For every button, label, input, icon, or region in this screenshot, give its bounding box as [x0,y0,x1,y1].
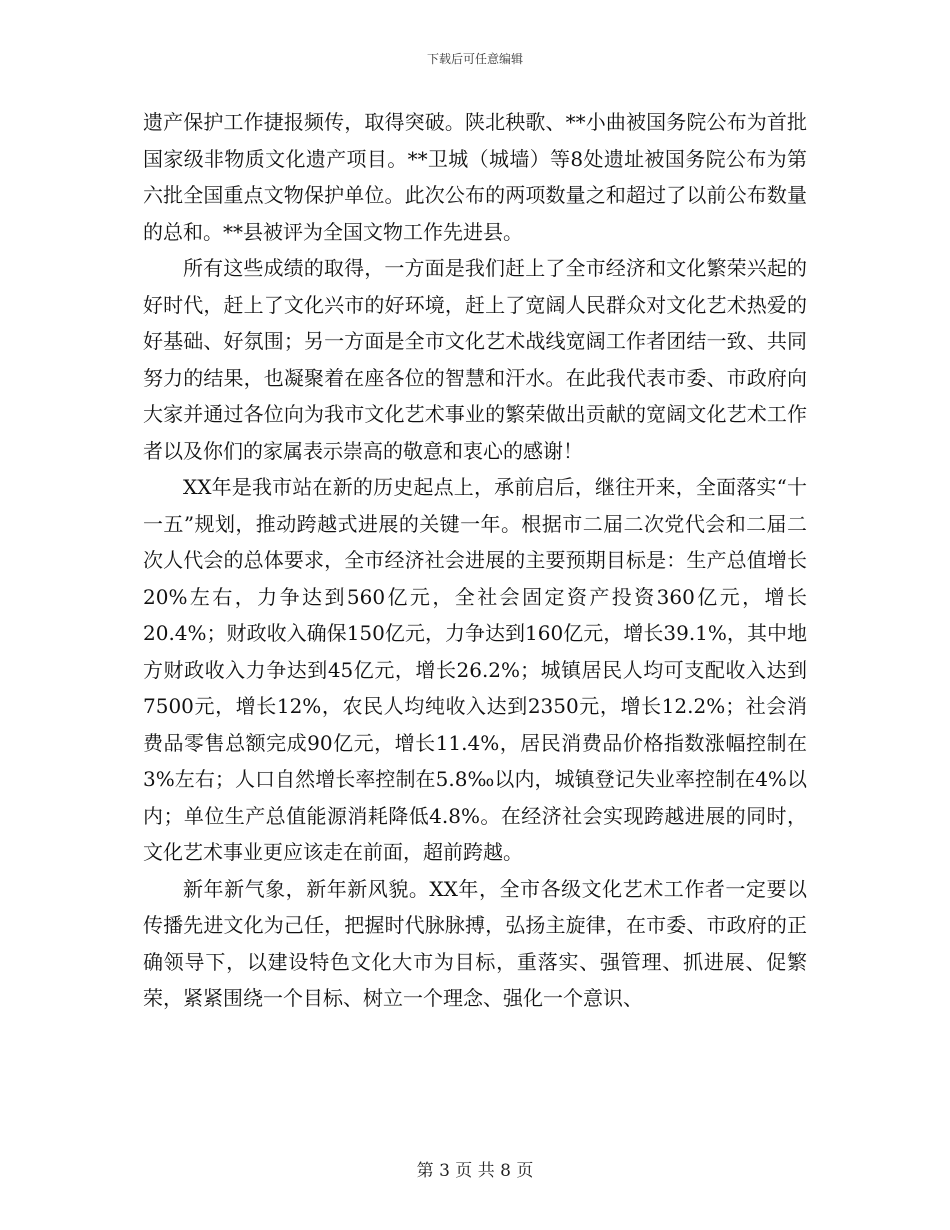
paragraph-new-year: 新年新气象，新年新风貌。XX年，全市各级文化艺术工作者一定要以传播先进文化为己任，把握时代脉脉搏，弘扬主旋律，在市委、市政府的正确领导下，以建设特色文化大市为目标，重落实、强管理、抓进展、促繁荣，紧紧围绕一个目标、树立一个理念、强化一个意识、 [143,876,807,1010]
document-body [143,104,807,1017]
page-header-note: 下载后可任意编辑 [426,52,523,66]
page-number-footer: 第 3 页 共 8 页 [416,1161,534,1181]
paragraph-heritage: 遗产保护工作捷报频传，取得突破。陕北秧歌、**小曲被国务院公布为首批国家级非物质文化遗产项目。**卫城（城墙）等8处遗址被国务院公布为第六批全国重点文物保护单位。此次公布的两项数量之和超过了以前公布数量的总和。**县被评为全国文物工作先进县。 [143,110,807,244]
paragraph-achievements: 所有这些成绩的取得，一方面是我们赶上了全市经济和文化繁荣兴起的好时代，赶上了文化兴市的好环境，赶上了宽阔人民群众对文化艺术热爱的好基础、好氛围；另一方面是全市文化艺术战线宽阔工作者团结一致、共同努力的结果，也凝聚着在座各位的智慧和汗水。在此我代表市委、市政府向大家并通过各位向为我市文化艺术事业的繁荣做出贡献的宽阔文化艺术工作者以及你们的家属表示崇高的敬意和衷心的感谢！ [143,256,807,463]
paragraph-targets: XX年是我市站在新的历史起点上，承前启后，继往开来，全面落实“十一五”规划，推动跨越式进展的关键一年。根据市二届二次党代会和二届二次人代会的总体要求，全市经济社会进展的主要预期目标是：生产总值增长20%左右，力争达到560亿元，全社会固定资产投资360亿元，增长20.4%；财政收入确保150亿元，力争达到160亿元，增长39.1%，其中地方财政收入力争达到45亿元，增长26.2%；城镇居民人均可支配收入达到7500元，增长12%，农民人均纯收入达到2350元，增长12.2%；社会消费品零售总额完成90亿元，增长11.4%，居民消费品价格指数涨幅控制在3%左右；人口自然增长率控制在5.8‰以内，城镇登记失业率控制在4%以内；单位生产总值能源消耗降低4.8%。在经济社会实现跨越进展的同时，文化艺术事业更应该走在前面，超前跨越。 [143,475,807,864]
